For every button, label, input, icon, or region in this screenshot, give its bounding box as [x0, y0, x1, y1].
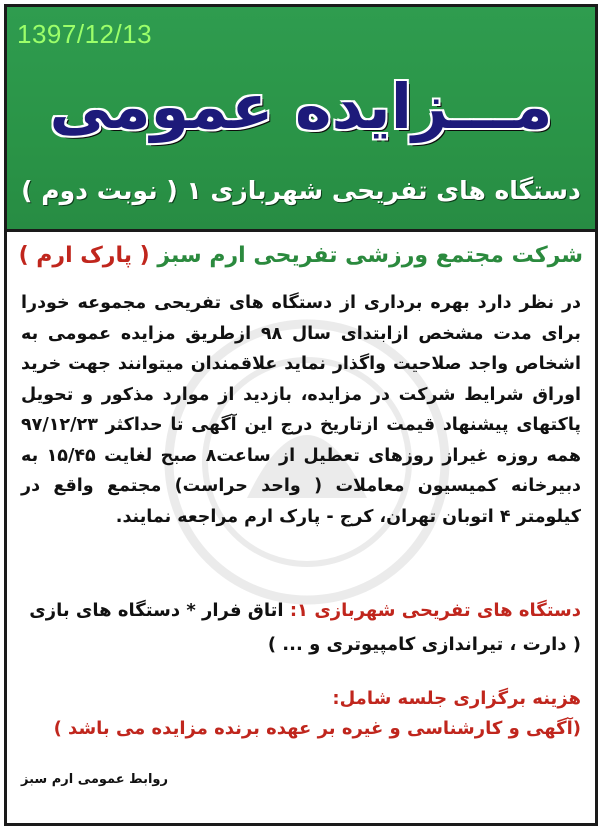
- devices-text: اتاق فرار * دستگاه های بازی ( دارت ، تیراندازی کامپیوتری و ... ): [29, 600, 581, 655]
- date-stamp: 1397/12/13: [17, 19, 153, 49]
- ad-body: [7, 232, 595, 823]
- devices-section: [21, 594, 581, 662]
- announcement-text: در نظر دارد بهره برداری از دستگاه های تفریحی مجموعه خودرا برای مدت مشخص ازابتدای سال ۹۸ ازطریق مزایده عمومی به اشخاص واجد صلاحیت واگذار نماید علاقمندان میتوانند جهت خرید اوراق شرایط شرکت در مزایده، بازدید از موارد مذکور و تحویل پاکتهای پیشنهاد قیمت ازتاریخ درج این آگهی تا حداکثر ۹۷/۱۲/۲۳ همه روزه غیراز روزهای تعطیل از ساعت۸ صبح لغایت ۱۵/۴۵ به دبیرخانه کمیسیون معاملات ( واحد حراست) مجتمع واقع در کیلومتر ۴ اتوبان تهران، کرج - پارک ارم مراجعه نمایند.: [21, 293, 582, 527]
- header-banner: [7, 7, 595, 229]
- auction-title: مـــزایده عمومی: [49, 70, 553, 143]
- company-name: شرکت مجتمع ورزشی تفریحی ارم سبز: [157, 243, 583, 268]
- cost-title: هزینه برگزاری جلسه شامل:: [332, 688, 581, 709]
- signature: روابط عمومی ارم سبز: [21, 772, 168, 787]
- company-line: [17, 236, 583, 276]
- park-name: ( پارک ارم ): [18, 243, 150, 268]
- ad-frame: [4, 4, 598, 826]
- devices-label: دستگاه های تفریحی شهربازی ۱:: [289, 600, 581, 621]
- cost-text: (آگهی و کارشناسی و غیره بر عهده برنده مزایده می باشد ): [53, 718, 581, 739]
- auction-subtitle: دستگاه های تفریحی شهربازی ۱ ( نوبت دوم ): [21, 176, 581, 205]
